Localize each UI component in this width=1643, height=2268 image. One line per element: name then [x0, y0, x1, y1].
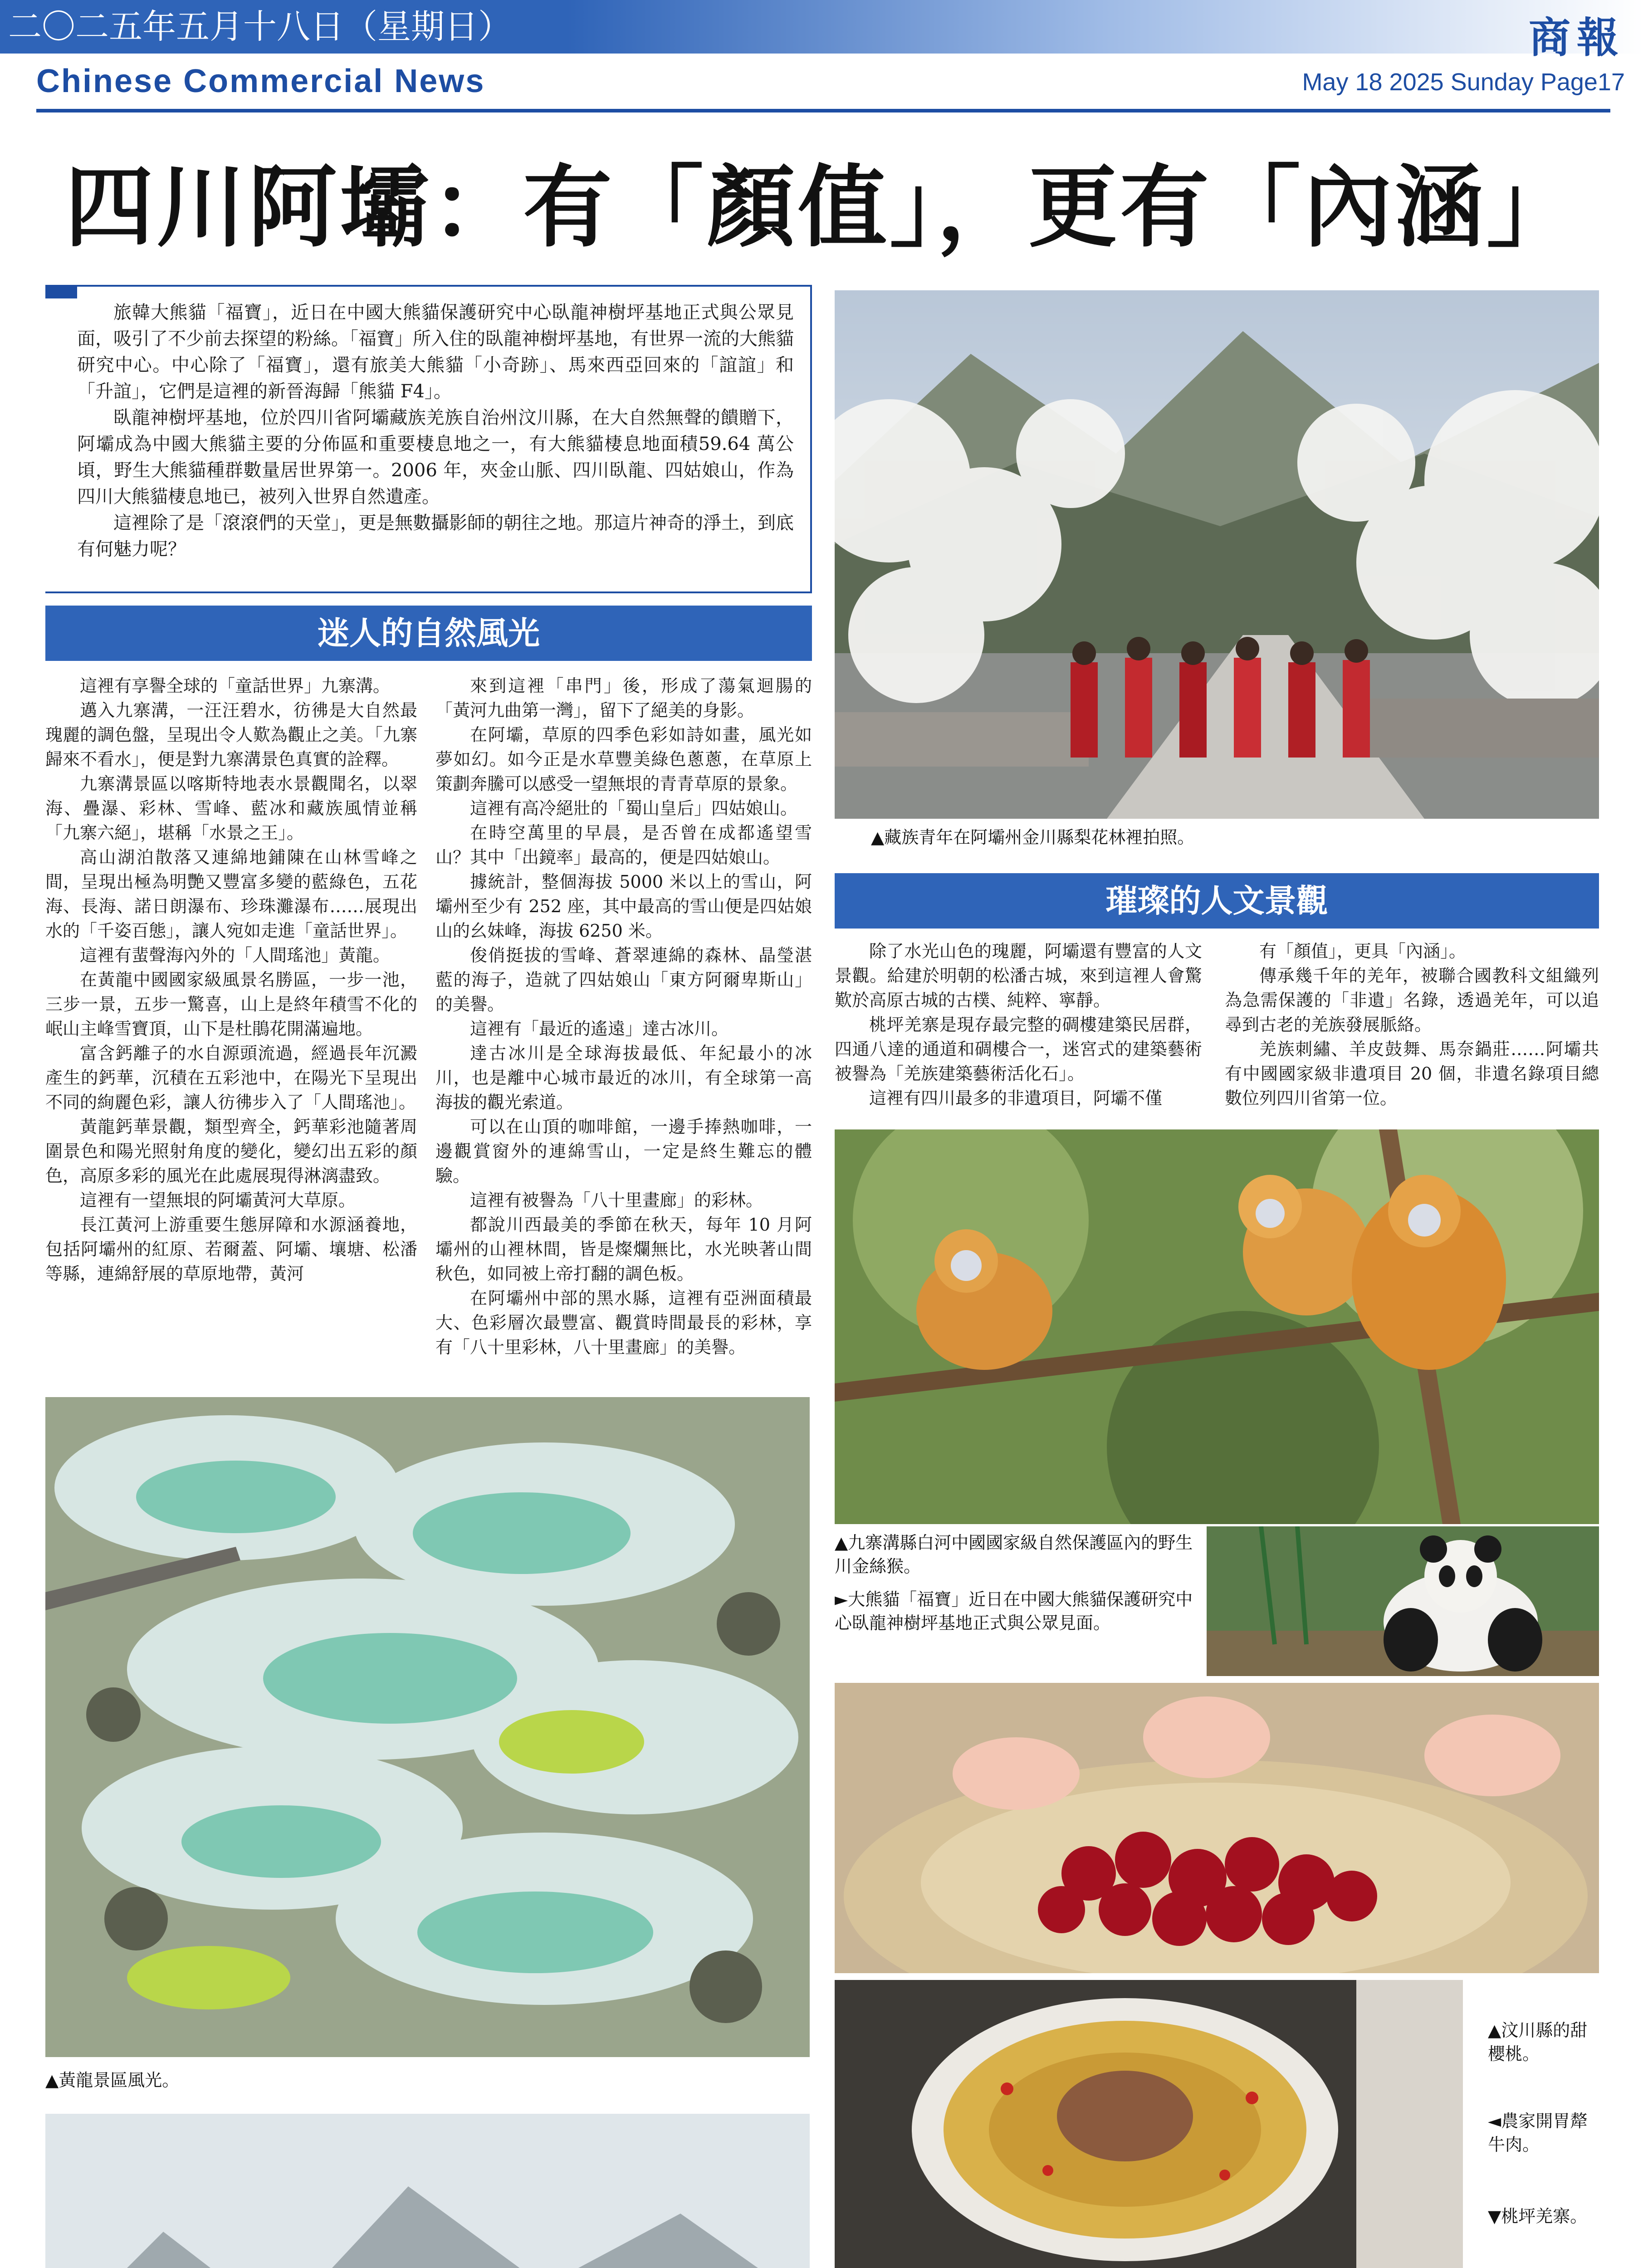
body-paragraph: 有「顏值」，更具「內涵」。: [1259, 941, 1467, 961]
culture-column-1: [835, 939, 1202, 1110]
body-paragraph: 可以在山頂的咖啡館，一邊手捧熱咖啡，一邊觀賞窗外的連綿雪山，一定是終生難忘的體驗。: [435, 1117, 812, 1186]
photo-panda-fubao: [1207, 1526, 1599, 1676]
nature-column-2: [435, 674, 812, 1359]
body-paragraph: 在阿壩，草原的四季色彩如詩如畫，風光如夢如幻。如今正是水草豐美綠色蔥蔥，在草原上策劃奔騰可以感受一望無垠的青青草原的景象。: [435, 725, 812, 794]
photo-yak-beef-dish: [835, 1980, 1463, 2268]
body-paragraph: 桃坪羌寨是現存最完整的碉樓建築民居群，四通八達的通道和碉樓合一，迷宮式的建築藝術被譽為「羌族建築藝術活化石」。: [835, 1015, 1202, 1084]
caption-pear-blossom-parade: ▲藏族青年在阿壩州金川縣梨花林裡拍照。: [871, 827, 1195, 847]
body-paragraph: 九寨溝景區以喀斯特地表水景觀聞名，以翠海、疊瀑、彩林、雪峰、藍冰和藏族風情並稱「九寨六絕」，堪稱「水景之王」。: [45, 774, 417, 843]
golden-monkeys-image: [835, 1129, 1599, 1524]
body-paragraph: 高山湖泊散落又連綿地鋪陳在山林雪峰之間，呈現出極為明艷又豐富多變的藍綠色，五花海、長海、諾日朗瀑布、珍珠灘瀑布……展現出水的「千姿百態」，讓人宛如走進「童話世界」。: [45, 847, 417, 941]
body-paragraph: 傳承幾千年的羌年，被聯合國教科文組織列為急需保護的「非遺」名錄，透過羌年，可以追尋到古老的羌族發展脈絡。: [1225, 966, 1599, 1035]
body-paragraph: 邁入九寨溝，一汪汪碧水，彷彿是大自然最瑰麗的調色盤，呈現出令人歎為觀止之美。「九寨歸來不看水」，便是對九寨溝景色真實的詮釋。: [45, 700, 417, 769]
siguniang-yaks-image: [45, 2114, 810, 2268]
body-paragraph: 達古冰川是全球海拔最低、年紀最小的冰川，也是離中心城市最近的冰川，有全球第一高海拔的觀光索道。: [435, 1043, 812, 1112]
photo-golden-monkeys: [835, 1129, 1599, 1524]
photo-sweet-cherries: [835, 1683, 1599, 1973]
paper-name: Chinese Commercial News: [36, 63, 485, 99]
caption-yak-beef-dish: ◄農家開胃犛牛肉。: [1488, 2111, 1588, 2155]
intro-paragraph: 旅韓大熊貓「福寶」，近日在中國大熊貓保護研究中心臥龍神樹坪基地正式與公眾見面，吸引了不少前去探望的粉絲。「福寶」所入住的臥龍神樹坪基地，有世界一流的大熊貓研究中心。中心除了「福寶」，還有旅美大熊貓「小奇跡」、馬來西亞回來的「誼誼」和「升誼」，它們是這裡的新晉海歸「熊貓 F4」。: [77, 302, 794, 402]
section-title-nature: 迷人的自然風光: [45, 606, 812, 661]
header-gradient-band: [567, 0, 1643, 54]
nature-column-1: [45, 674, 417, 1286]
yak-beef-dish-image: [835, 1980, 1463, 2268]
body-paragraph: 這裡有被譽為「八十里畫廊」的彩林。: [470, 1190, 763, 1210]
body-paragraph: 這裡有「最近的遙遠」達古冰川。: [470, 1019, 729, 1039]
intro-paragraph: 臥龍神樹坪基地，位於四川省阿壩藏族羌族自治州汶川縣，在大自然無聲的饋贈下，阿壩成為中國大熊貓主要的分佈區和重要棲息地之一，有大熊貓棲息地面積59.64 萬公頃，野生大熊貓種群數量居世界第一。2006 年，夾金山脈、四川臥龍、四姑娘山，作為四川大熊貓棲息地已，被列入世界自然遺產。: [77, 407, 794, 507]
section-title-culture: 璀璨的人文景觀: [835, 873, 1599, 929]
photo-siguniang-yaks: [45, 2114, 810, 2268]
header-date-bar: 二〇二五年五月十八日（星期日）: [0, 0, 567, 54]
caption-golden-monkeys: ▲九寨溝縣白河中國國家級自然保護區內的野生川金絲猴。: [835, 1533, 1193, 1576]
page-headline: 四川阿壩：有「顏值」，更有「內涵」: [64, 156, 1578, 259]
caption-panda: ►大熊貓「福寶」近日在中國大熊貓保護研究中心臥龍神樹坪基地正式與公眾見面。: [835, 1589, 1193, 1633]
photo-huanglong: [45, 1397, 810, 2057]
body-paragraph: 這裡有四川最多的非遺項目，阿壩不僅: [869, 1088, 1163, 1108]
intro-box-corner: [45, 285, 77, 298]
body-paragraph: 這裡有高冷絕壯的「蜀山皇后」四姑娘山。: [470, 798, 798, 818]
intro-text: [77, 299, 794, 562]
culture-column-2: [1225, 939, 1599, 1110]
body-paragraph: 富含鈣離子的水自源頭流過，經過長年沉澱產生的鈣華，沉積在五彩池中，在陽光下呈現出不同的絢麗色彩，讓人彷彿步入了「人間瑤池」。: [45, 1043, 417, 1112]
page-date-number: May 18 2025 Sunday Page17: [1302, 68, 1625, 96]
body-paragraph: 羌族刺繡、羊皮鼓舞、馬奈鍋莊……阿壩共有中國國家級非遺項目 20 個，非遺名錄項目總數位列四川省第一位。: [1225, 1039, 1599, 1108]
panda-image: [1207, 1526, 1599, 1676]
caption-huanglong: ▲黃龍景區風光。: [45, 2070, 180, 2090]
body-paragraph: 來到這裡「串門」後，形成了蕩氣迴腸的「黃河九曲第一灣」，留下了絕美的身影。: [435, 676, 812, 720]
body-paragraph: 俊俏挺拔的雪峰、蒼翠連綿的森林、晶瑩湛藍的海子，造就了四姑娘山「東方阿爾卑斯山」的美譽。: [435, 945, 812, 1014]
caption-taoping: ▼桃坪羌寨。: [1488, 2206, 1588, 2226]
body-paragraph: 這裡有一望無垠的阿壩黃河大草原。: [80, 1190, 356, 1210]
body-paragraph: 這裡有享譽全球的「童話世界」九寨溝。: [80, 676, 391, 696]
caption-sweet-cherries: ▲汶川縣的甜櫻桃。: [1488, 2020, 1588, 2064]
body-paragraph: 黃龍鈣華景觀，類型齊全，鈣華彩池隨著周圍景色和陽光照射角度的變化，變幻出五彩的顏色，高原多彩的風光在此處展現得淋漓盡致。: [45, 1117, 417, 1186]
body-paragraph: 這裡有蜚聲海內外的「人間瑤池」黃龍。: [80, 945, 391, 965]
intro-paragraph: 這裡除了是「滾滾們的天堂」，更是無數攝影師的朝往之地。那這片神奇的淨土，到底有何魅力呢？: [77, 513, 794, 560]
body-paragraph: 在時空萬里的早晨，是否曾在成都遙望雪山？其中「出鏡率」最高的，便是四姑娘山。: [435, 823, 812, 867]
header-rule: [36, 109, 1610, 112]
body-paragraph: 除了水光山色的瑰麗，阿壩還有豐富的人文景觀。給建於明朝的松潘古城，來到這裡人會驚歎於高原古城的古樸、純粹、寧靜。: [835, 941, 1202, 1010]
huanglong-image: [45, 1397, 810, 2057]
body-paragraph: 都說川西最美的季節在秋天，每年 10 月阿壩州的山裡林間，皆是燦爛無比，水光映著山間秋色，如同被上帝打翻的調色板。: [435, 1215, 812, 1284]
body-paragraph: 在黃龍中國國家級風景名勝區，一步一池，三步一景，五步一驚喜，山上是終年積雪不化的岷山主峰雪寶頂，山下是杜鵑花開滿遍地。: [45, 970, 417, 1039]
photo-pear-blossom-parade: [835, 290, 1599, 819]
body-paragraph: 在阿壩州中部的黑水縣，這裡有亞洲面積最大、色彩層次最豐富、觀賞時間最長的彩林，享有「八十里彩林，八十里畫廊」的美譽。: [435, 1288, 812, 1357]
cherries-image: [835, 1683, 1599, 1973]
body-paragraph: 據統計，整個海拔 5000 米以上的雪山，阿壩州至少有 252 座，其中最高的雪山便是四姑娘山的幺妹峰，海拔 6250 米。: [435, 872, 812, 941]
body-paragraph: 長江黃河上游重要生態屏障和水源涵養地，包括阿壩州的紅原、若爾蓋、阿壩、壤塘、松潘等縣，連綿舒展的草原地帶，黃河: [45, 1215, 417, 1284]
paper-logo: 商報: [1528, 13, 1625, 62]
pear-blossom-parade-image: [835, 290, 1599, 819]
